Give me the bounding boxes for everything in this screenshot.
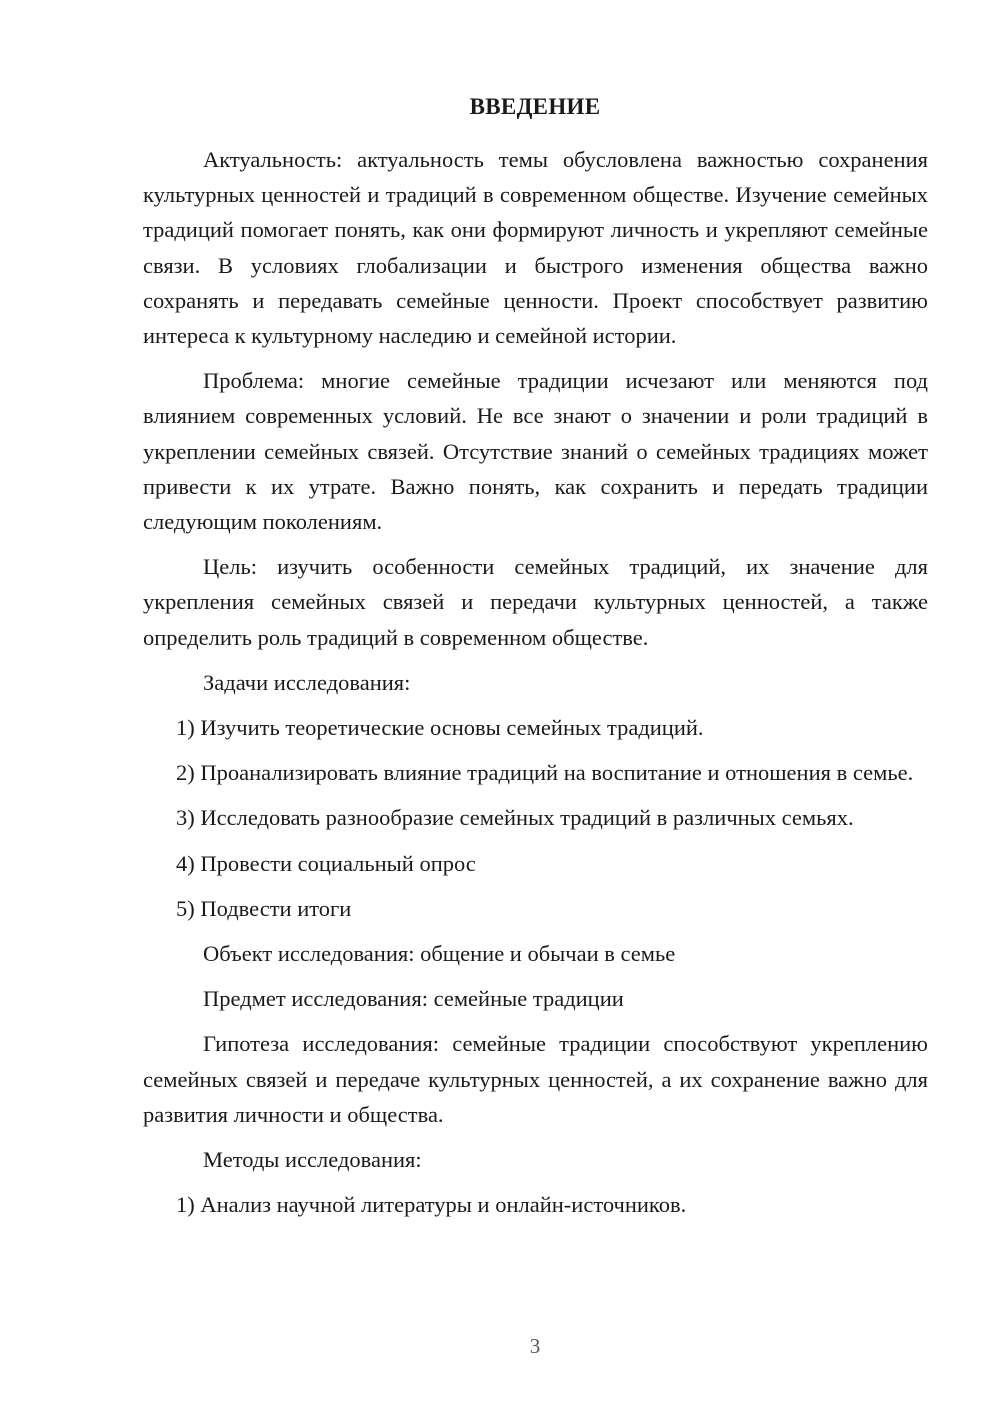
body-text [143, 142, 928, 1222]
task-item-1: 1) Изучить теоретические основы семейных традиций. [176, 715, 704, 741]
page-number: 3 [529, 1334, 541, 1358]
task-item-2: 2) Проанализировать влияние традиций на воспитание и отношения в семье. [176, 760, 914, 786]
task-item-3: 3) Исследовать разнообразие семейных традиций в различных семьях. [176, 805, 854, 831]
method-item-1: 1) Анализ научной литературы и онлайн-источников. [176, 1192, 687, 1218]
paragraph-object: Объект исследования: общение и обычаи в семье [203, 941, 676, 967]
task-item-5: 5) Подвести итоги [176, 895, 352, 921]
paragraph-goal: Цель: изучить особенности семейных традиций, их значение для укрепления семейных связей и передачи культурных ценностей, а также определить роль традиций в современном обществе. [143, 554, 928, 650]
methods-heading: Методы исследования: [203, 1147, 422, 1173]
paragraph-subject: Предмет исследования: семейные традиции [203, 986, 624, 1012]
paragraph-problem: Проблема: многие семейные традиции исчезают или меняются под влиянием современных условий. Не все знают о значении и роли традиций в укреплении семейных связей. Отсутствие знаний о семейных традициях может привести к их утрате. Важно понять, как сохранить и передать традиции следующим поколениям. [143, 368, 928, 535]
page-title: ВВЕДЕНИЕ [469, 94, 601, 119]
paragraph-relevance: Актуальность: актуальность темы обусловлена важностью сохранения культурных ценностей и традиций в современном обществе. Изучение семейных традиций помогает понять, как они формируют личность и укрепляют семейные связи. В условиях глобализации и быстрого изменения общества важно сохранять и передавать семейные ценности. Проект способствует развитию интереса к культурному наследию и семейной истории. [143, 147, 928, 349]
paragraph-hypothesis: Гипотеза исследования: семейные традиции способствуют укреплению семейных связей и передаче культурных ценностей, а их сохранение важно для развития личности и общества. [143, 1031, 928, 1127]
task-item-4: 4) Провести социальный опрос [176, 850, 476, 876]
tasks-heading: Задачи исследования: [203, 669, 411, 695]
